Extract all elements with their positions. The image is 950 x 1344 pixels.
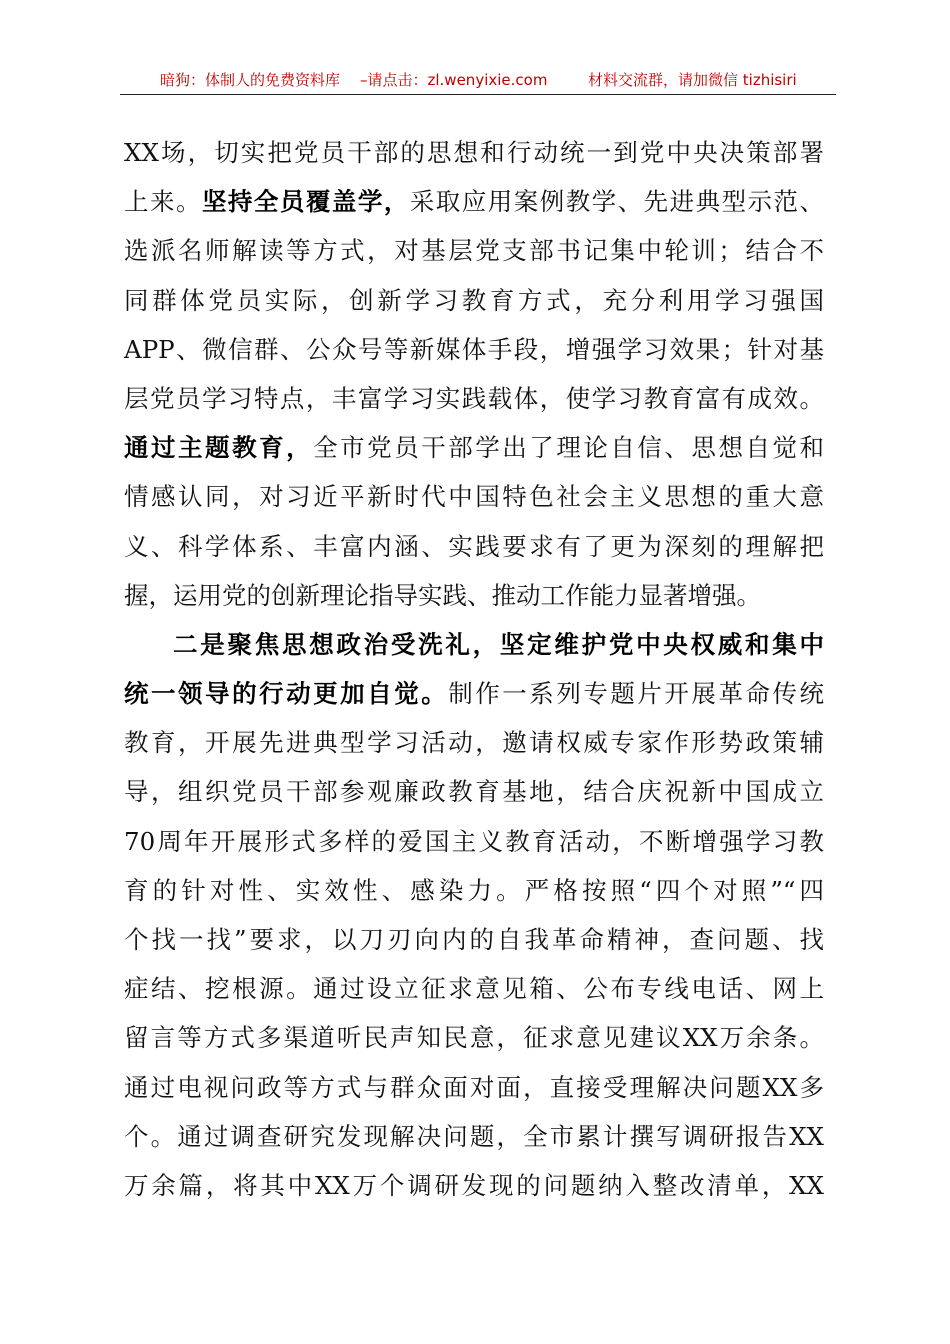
text-line: 选派名师解读等方式，对基层党支部书记集中轮训；结合不	[124, 236, 824, 266]
text-run: 采取应用案例教学、先进典型示范、	[409, 187, 824, 217]
text-line	[124, 669, 824, 718]
page-header	[120, 68, 836, 92]
text-line: 义、科学体系、丰富内涵、实践要求有了更为深刻的理解把	[124, 531, 824, 561]
text-line: 情感认同，对习近平新时代中国特色社会主义思想的重大意	[124, 482, 824, 512]
section-heading-line: 二是聚焦思想政治受洗礼，坚定维护党中央权威和集中	[173, 629, 824, 659]
text-line: APP、微信群、公众号等新媒体手段，增强学习效果；针对基	[124, 334, 824, 364]
text-run: 制作一系列专题片开展革命传统	[448, 679, 824, 709]
text-line: 症结、挖根源。通过设立征求意见箱、公布专线电话、网上	[124, 974, 824, 1004]
text-line: 留言等方式多渠道听民声知民意，征求意见建议XX万余条。	[124, 1023, 824, 1053]
text-line: 70周年开展形式多样的爱国主义教育活动，不断增强学习教	[124, 826, 824, 856]
header-site-name: 暗狗：体制人的免费资料库	[160, 71, 341, 89]
text-line: 层党员学习特点，丰富学习实践载体，使学习教育富有成效。	[124, 383, 824, 413]
text-line	[124, 423, 824, 472]
header-link[interactable]: –请点击：zl.wenyixie.com	[360, 71, 548, 89]
text-line: 教育，开展先进典型学习活动，邀请权威专家作形势政策辅	[124, 728, 824, 758]
text-line: XX场，切实把党员干部的思想和行动统一到党中央决策部署	[124, 138, 824, 167]
text-line: 个找一找”要求，以刀刃向内的自我革命精神，查问题、找	[124, 925, 824, 954]
text-line: 育的针对性、实效性、感染力。严格按照“四个对照”“四	[124, 875, 824, 905]
emphasis-run: 统一领导的行动更加自觉。	[124, 679, 449, 709]
emphasis-run: 坚持全员覆盖学，	[201, 187, 410, 217]
text-run: 上来。	[124, 187, 202, 217]
document-body	[124, 128, 824, 1210]
text-line: 同群体党员实际，创新学习教育方式，充分利用学习强国	[124, 285, 824, 315]
text-run: 全市党员干部学出了理论自信、思想自觉和	[313, 433, 824, 463]
header-wechat-note: 材料交流群，请加微信 tizhisiri	[588, 71, 797, 89]
text-line: 万余篇，将其中XX万个调研发现的问题纳入整改清单，XX	[124, 1170, 824, 1200]
emphasis-run: 通过主题教育，	[124, 433, 314, 463]
text-line: 导，组织党员干部参观廉政教育基地，结合庆祝新中国成立	[124, 777, 824, 807]
text-line: 个。通过调查研究发现解决问题，全市累计撰写调研报告XX	[124, 1121, 824, 1151]
header-divider	[120, 94, 836, 95]
text-line: 握，运用党的创新理论指导实践、推动工作能力显著增强。	[124, 580, 761, 610]
text-line: 通过电视问政等方式与群众面对面，直接受理解决问题XX多	[124, 1072, 824, 1102]
text-line	[124, 177, 824, 226]
